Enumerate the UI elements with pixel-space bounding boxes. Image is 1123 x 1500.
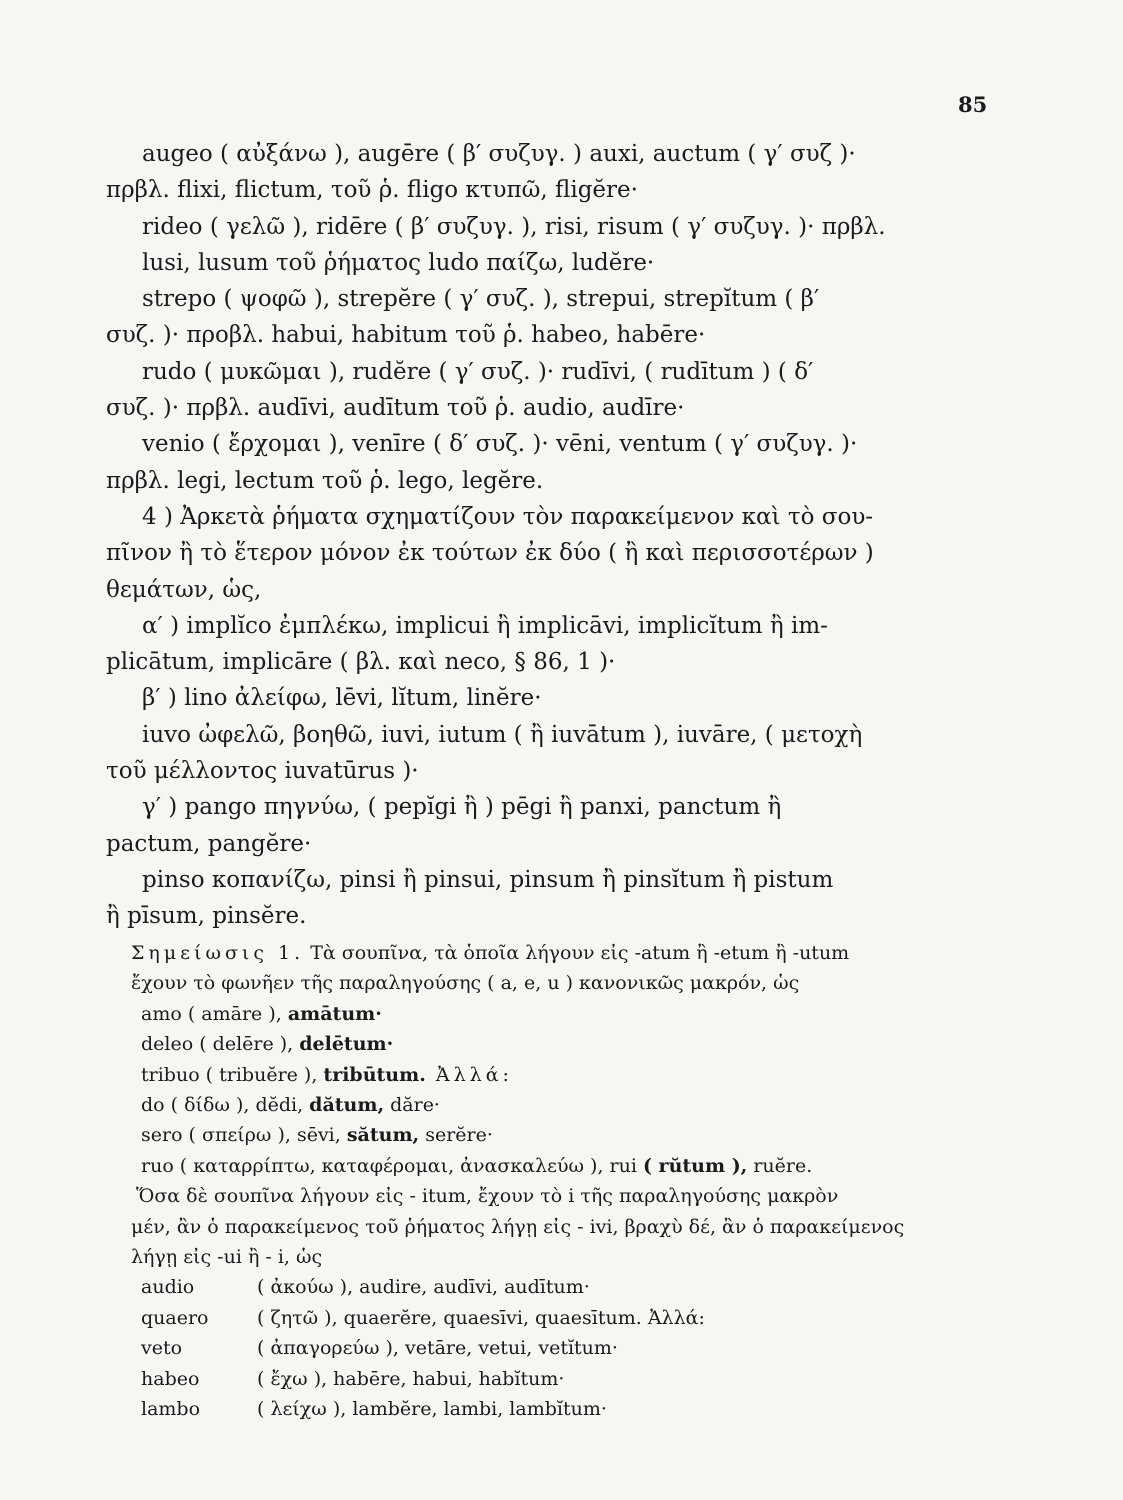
text-line: γ′ ) pango πηγνύω, ( pepĭgi ἢ ) pēgi ἢ panxi, panctum ἢ: [142, 794, 782, 821]
note-example-row: habeo ( ἔχω ), habēre, habui, habĭtum·: [141, 1367, 565, 1390]
note-example-row: audio ( ἀκούω ), audire, audīvi, audītum·: [141, 1276, 590, 1299]
note-example: do ( δίδω ), dĕdi, dătum, dăre·: [141, 1094, 440, 1117]
note-intro-line: [131, 938, 987, 968]
text-line: augeo ( αὐξάνω ), augēre ( β′ συζυγ. ) auxi, auctum ( γ′ συζ )·: [142, 141, 856, 167]
note-section: [131, 938, 987, 1425]
note-middle-line: λήγῃ εἰς -ui ἢ - i, ὡς: [131, 1246, 323, 1269]
text-line: iuvo ὠφελῶ, βοηθῶ, iuvi, iutum ( ἢ iuvātum ), iuvāre, ( μετοχὴ: [142, 721, 863, 748]
text-line: συζ. )· προβλ. habui, habitum τοῦ ῥ. habeo, habēre·: [106, 322, 706, 349]
text-line: πῖνον ἢ τὸ ἕτερον μόνον ἐκ τούτων ἐκ δύο ( ἢ καὶ περισσοτέρων ): [106, 540, 874, 567]
text-line: pinso κοπανίζω, pinsi ἢ pinsui, pinsum ἢ pinsĭtum ἢ pistum: [142, 866, 834, 893]
note-example: tribuo ( tribuĕre ), tribūtum. Ἀλλά:: [141, 1063, 513, 1086]
text-line: 4 ) Ἀρκετὰ ῥήματα σχηματίζουν τὸν παρακείμενον καὶ τὸ σου-: [142, 503, 874, 530]
text-line: τοῦ μέλλοντος iuvatūrus )·: [106, 758, 419, 785]
text-line: venio ( ἔρχομαι ), venīre ( δ′ συζ. )· vēni, ventum ( γ′ συζυγ. )·: [142, 431, 858, 458]
text-line: rudo ( μυκῶμαι ), rudĕre ( γ′ συζ. )· rudīvi, ( rudītum ) ( δ′: [142, 358, 814, 385]
note-heading: Σημείωσις 1.: [131, 942, 305, 964]
text-line: pactum, pangĕre·: [106, 830, 312, 857]
note-example-row: veto ( ἀπαγορεύω ), vetāre, vetui, vetĭtum·: [141, 1337, 618, 1360]
text-line: θεμάτων, ὡς,: [106, 576, 262, 603]
text-line: lusi, lusum τοῦ ῥήματος ludo παίζω, ludĕre·: [142, 249, 655, 276]
text-line: πρβλ. flixi, flictum, τοῦ ῥ. fligo κτυπῶ, fligĕre·: [106, 177, 638, 204]
note-example-row: quaero ( ζητῶ ), quaerĕre, quaesīvi, quaesītum. Ἀλλά:: [141, 1306, 705, 1329]
text-line: β′ ) lino ἀλείφω, lēvi, lĭtum, linĕre·: [142, 685, 542, 712]
note-intro-line: ἔχουν τὸ φωνῆεν τῆς παραληγούσης ( a, e, u ) κανονικῶς μακρόν, ὡς: [131, 972, 800, 995]
note-example: deleo ( delēre ), delētum·: [141, 1033, 394, 1056]
text-line: rideo ( γελῶ ), ridēre ( β′ συζυγ. ), risi, risum ( γ′ συζυγ. )· πρβλ.: [142, 213, 886, 240]
text-line: πρβλ. legi, lectum τοῦ ῥ. lego, legĕre.: [106, 467, 544, 494]
text-line: strepo ( ψοφῶ ), strepĕre ( γ′ συζ. ), strepui, strepĭtum ( β′: [142, 286, 820, 313]
note-middle-line: μέν, ἂν ὁ παρακείμενος τοῦ ῥήματος λήγῃ εἰς - ivi, βραχὺ δέ, ἂν ὁ παρακείμενος: [131, 1215, 905, 1238]
text-line: plicātum, implicāre ( βλ. καὶ neco, § 86, 1 )·: [106, 649, 616, 676]
main-text: [106, 136, 986, 935]
note-intro-text: Τὰ σουπῖνα, τὰ ὁποῖα λήγουν εἰς -atum ἢ -etum ἢ -utum: [310, 942, 850, 964]
text-line: ἢ pīsum, pinsĕre.: [106, 903, 307, 930]
note-example: ruo ( καταρρίπτω, καταφέρομαι, ἀνασκαλεύω ), rui ( rŭtum ), ruĕre.: [141, 1154, 813, 1177]
note-example: sero ( σπείρω ), sēvi, sătum, serĕre·: [141, 1124, 493, 1147]
note-middle-line: Ὅσα δὲ σουπῖνα λήγουν εἰς - itum, ἔχουν τὸ i τῆς παραληγούσης μακρὸν: [136, 1185, 839, 1208]
text-line: α′ ) implĭco ἐμπλέκω, implicui ἢ implicāvi, implicĭtum ἢ im-: [142, 612, 828, 639]
note-example-row: lambo ( λείχω ), lambĕre, lambi, lambĭtum·: [141, 1398, 607, 1421]
page-number: 85: [958, 92, 988, 117]
note-example: amo ( amāre ), amātum·: [141, 1002, 382, 1025]
text-line: συζ. )· πρβλ. audīvi, audītum τοῦ ῥ. audio, audīre·: [106, 395, 685, 422]
